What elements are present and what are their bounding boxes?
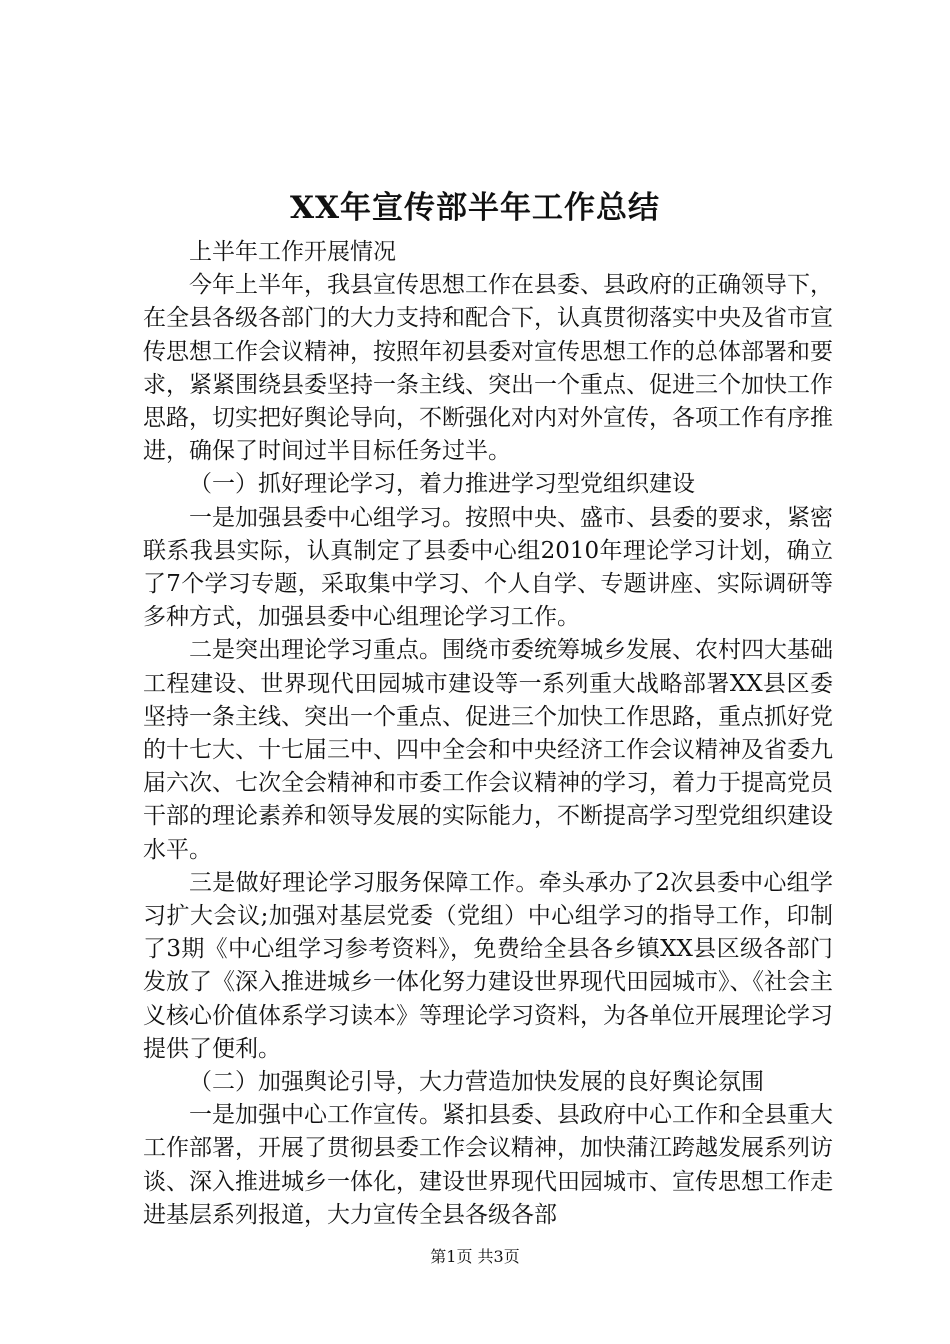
intro-paragraph: 今年上半年，我县宣传思想工作在县委、县政府的正确领导下，在全县各级各部门的大力支持和配合下，认真贯彻落实中央及省市宣传思想工作会议精神，按照年初县委对宣传思想工作的总体部署和要求，紧紧围绕县委坚持一条主线、突出一个重点、促进三个加快工作思路，切实把好舆论导向，不断强化对内对外宣传，各项工作有序推进，确保了时间过半目标任务过半。 <box>143 272 833 465</box>
paragraph-item-2: 二是突出理论学习重点。围绕市委统筹城乡发展、农村四大基础工程建设、世界现代田园城市建设等一系列重大战略部署XX县区委坚持一条主线、突出一个重点、促进三个加快工作思路，重点抓好党的十七大、十七届三中、四中全会和中央经济工作会议精神及省委九届六次、七次全会精神和市委工作会议精神的学习，着力于提高党员干部的理论素养和领导发展的实际能力，不断提高学习型党组织建设水平。 <box>143 637 833 863</box>
paragraph-item-4: 一是加强中心工作宣传。紧扣县委、县政府中心工作和全县重大工作部署，开展了贯彻县委工作会议精神，加快蒲江跨越发展系列访谈、深入推进城乡一体化，建设世界现代田园城市、宣传思想工作走进基层系列报道，大力宣传全县各级各部 <box>143 1102 833 1228</box>
paragraph-item-3: 三是做好理论学习服务保障工作。牵头承办了2次县委中心组学习扩大会议;加强对基层党委（党组）中心组学习的指导工作，印制了3期《中心组学习参考资料》，免费给全县各乡镇XX县区级各部门发放了《深入推进城乡一体化努力建设世界现代田园城市》、《社会主义核心价值体系学习读本》等理论学习资料，为各单位开展理论学习提供了便利。 <box>143 869 833 1062</box>
section-heading-first-half: 上半年工作开展情况 <box>189 239 396 265</box>
document-title: XX年宣传部半年工作总结 <box>289 190 661 226</box>
section-heading-theory-study: （一）抓好理论学习，着力推进学习型党组织建设 <box>189 471 695 498</box>
section-heading-public-opinion: （二）加强舆论引导，大力营造加快发展的良好舆论氛围 <box>189 1069 764 1096</box>
document-body <box>143 236 833 1232</box>
paragraph-item-1: 一是加强县委中心组学习。按照中央、盛市、县委的要求，紧密联系我县实际，认真制定了县委中心组2010年理论学习计划，确立了7个学习专题，采取集中学习、个人自学、专题讲座、实际调研等多种方式，加强县委中心组理论学习工作。 <box>143 504 833 631</box>
page-footer: 第1页 共3页 <box>430 1247 520 1266</box>
